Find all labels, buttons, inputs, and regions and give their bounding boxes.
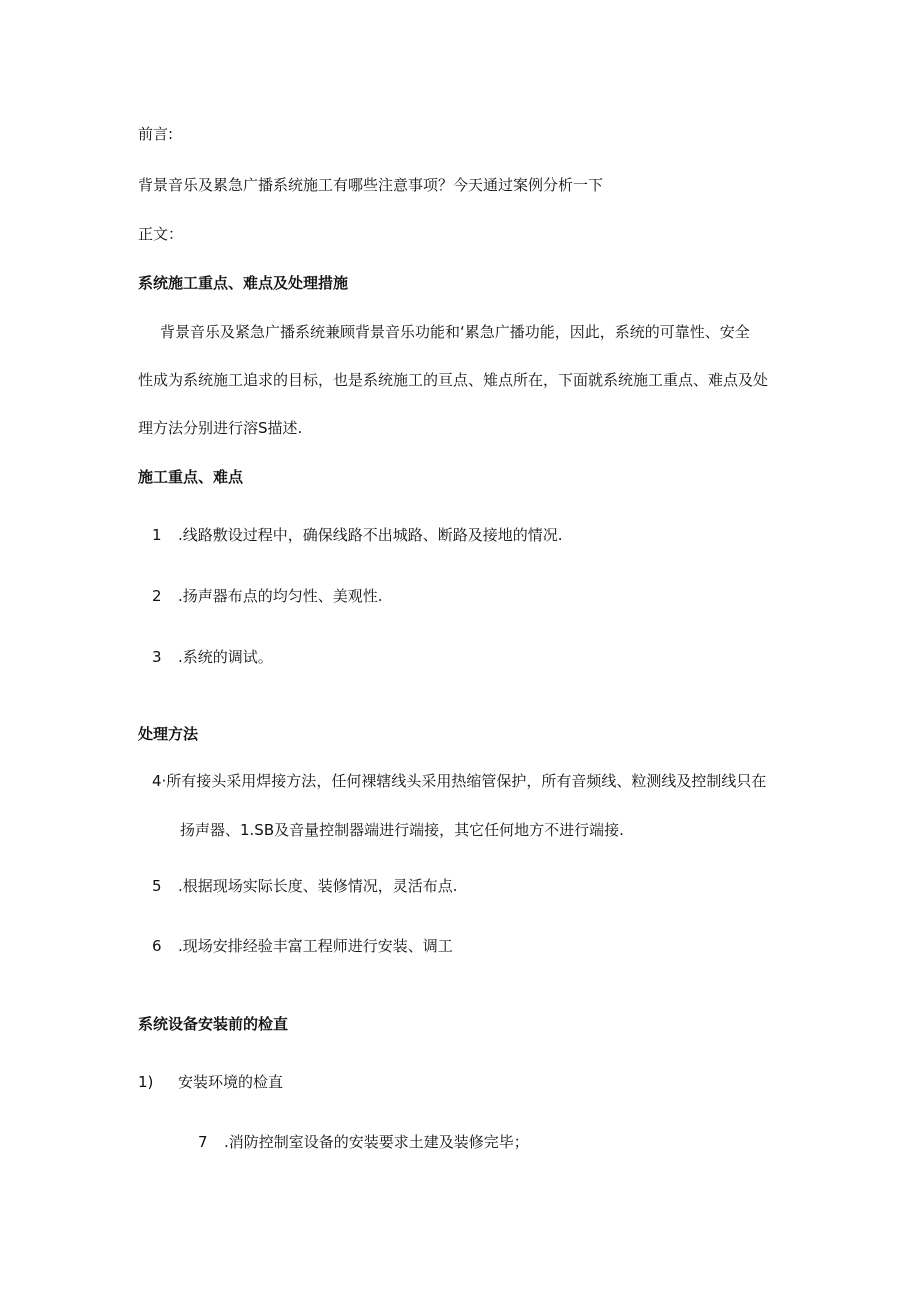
subitem-number: 1) xyxy=(138,1073,154,1091)
list-item-text: .扬声器布点的均匀性、美观性. xyxy=(178,587,383,605)
paragraph-line: 性成为系统施工追求的目标，也是系统施工的亘点、雉点所在，下面就系统施工重点、难点及处 xyxy=(138,371,769,389)
list-item xyxy=(152,647,273,667)
method-4-line-2: 扬声器、1.SB及音量控制器端进行端接，其它任何地方不进行端接. xyxy=(180,821,624,839)
list-item-text: .系统的调试。 xyxy=(178,648,273,666)
subheading-key-points: 施工重点、难点 xyxy=(138,468,244,486)
paragraph-line: 背景音乐及紧急广播系统兼顾背景音乐功能和‘累急广播功能，因此，系统的可靠性、安全 xyxy=(160,323,750,341)
list-item-number: 3 xyxy=(152,648,162,666)
list-item-text: .消防控制室设备的安装要求土建及装修完毕； xyxy=(224,1133,529,1151)
list-item xyxy=(198,1132,529,1152)
list-item-number: 5 xyxy=(152,877,162,895)
list-item-number: 6 xyxy=(152,937,162,955)
subheading-methods: 处理方法 xyxy=(138,725,199,743)
inspection-subitem xyxy=(138,1072,283,1092)
subitem-text: 安装环境的检直 xyxy=(178,1073,284,1091)
list-item xyxy=(152,525,563,545)
list-item xyxy=(152,936,453,956)
section-heading-inspection: 系统设备安装前的检直 xyxy=(138,1015,289,1033)
list-item-text: .线路敷设过程中，确保线路不出城路、断路及接地的情况. xyxy=(178,526,563,544)
intro-text: 背景音乐及累急广播系统施工有哪些注意事项？今天通过案例分析一下 xyxy=(138,176,604,194)
method-4-line-1: 4·所有接头采用焊接方法，任何裸辖线头采用热缩管保护，所有音频线、粒测线及控制线只在 xyxy=(152,772,767,790)
list-item-text: .现场安排经验丰富工程师进行安装、调工 xyxy=(178,937,453,955)
list-item-number: 2 xyxy=(152,587,162,605)
list-item xyxy=(152,586,383,606)
list-item-text: .根据现场实际长度、装修情况，灵活布点. xyxy=(178,877,458,895)
paragraph-line: 理方法分别进行溶S描述. xyxy=(138,419,303,437)
section-heading-key-points-measures: 系统施工重点、难点及处理措施 xyxy=(138,274,349,292)
list-item-number: 1 xyxy=(152,526,162,544)
body-label: 正文： xyxy=(138,225,184,243)
preface-label: 前言: xyxy=(138,125,174,143)
list-item-number: 7 xyxy=(198,1133,208,1151)
list-item xyxy=(152,876,458,896)
